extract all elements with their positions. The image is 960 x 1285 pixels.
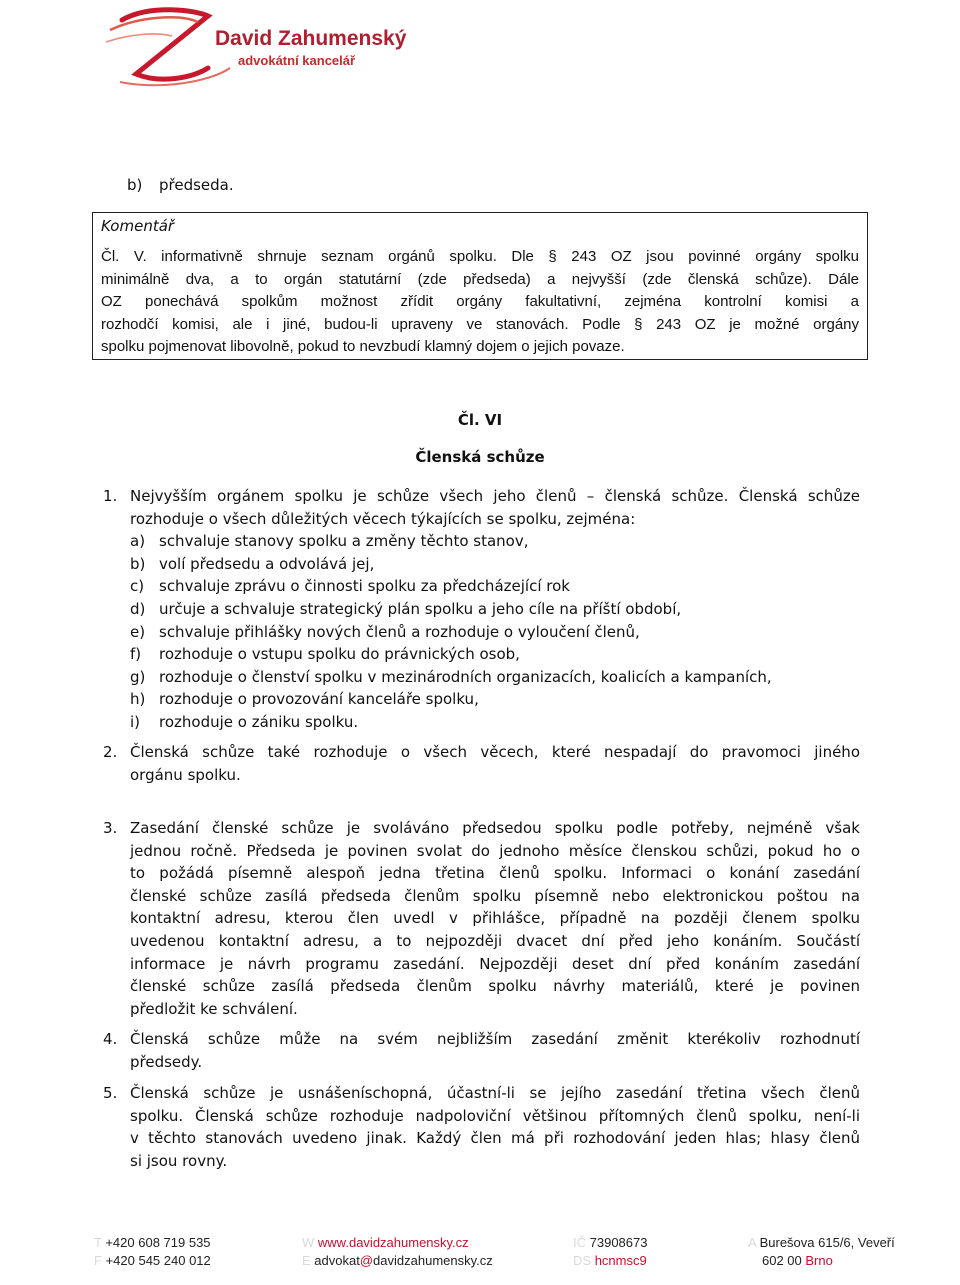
- p1-line: rozhoduje o všech důležitých věcech týkajících se spolku, zejména:: [130, 509, 636, 528]
- p1-item-letter: a): [130, 532, 146, 551]
- p3-line: jednou ročně. Předseda je povinen svolat do jednoho měsíce členskou schůzi, pokud ho o: [130, 841, 860, 860]
- footer-zip: 602 00: [762, 1253, 802, 1268]
- p3-line: Zasedání členské schůze je svoláváno předsedou spolku podle potřeby, nejméně však: [130, 819, 860, 837]
- p3-number: 3.: [103, 819, 118, 837]
- footer-address-street: Burešova 615/6, Veveří: [759, 1235, 895, 1250]
- p1-item-letter: e): [130, 622, 146, 641]
- p5-line: Členská schůze je usnášeníschopná, účastní-li se jejího zasedání třetina všech členů: [130, 1084, 860, 1102]
- footer-fax-value: +420 545 240 012: [105, 1253, 211, 1268]
- comment-title: Komentář: [101, 217, 175, 235]
- p1-item-text: rozhoduje o členství spolku v mezinárodních organizacích, koalicích a kampaních,: [159, 667, 772, 686]
- p1-item-text: určuje a schvaluje strategický plán spolku a jeho cíle na příští období,: [159, 600, 682, 618]
- p1-item-letter: d): [130, 600, 146, 618]
- p1-item-text: schvaluje zprávu o činnosti spolku za předcházející rok: [159, 577, 570, 596]
- footer-key-ds: DS: [573, 1253, 592, 1268]
- footer-web-link[interactable]: www.davidzahumensky.cz: [317, 1235, 469, 1250]
- p1-item-text: rozhoduje o vstupu spolku do právnických osob,: [159, 645, 520, 664]
- p1-item-letter: g): [130, 667, 146, 686]
- footer-email-at: @: [359, 1253, 374, 1268]
- p3-line: kontaktní adresu, kterou člen uvedl v přihlášce, případně na později členem spolku: [130, 909, 860, 928]
- footer-email-user[interactable]: advokat: [314, 1253, 360, 1268]
- p1-item-text: schvaluje přihlášky nových členů a rozhoduje o vyloučení členů,: [159, 622, 640, 641]
- comment-line: minimálně dva, a to orgán statutární (zde předseda) a nejvyšší (zde členská schůze). Dále: [101, 270, 859, 288]
- p3-line: členské schůze zasílá předseda členům spolku návrhy materiálů, které je povinen: [130, 977, 860, 996]
- p1-item-text: schvaluje stanovy spolku a změny těchto stanov,: [159, 532, 529, 551]
- footer-ic-value: 73908673: [589, 1235, 648, 1250]
- p1-item-letter: c): [130, 577, 145, 596]
- p1-number: 1.: [103, 487, 118, 505]
- p2-number: 2.: [103, 743, 118, 761]
- comment-line: spolku pojmenovat libovolně, pokud to nevzbudí klamný dojem o jejich povaze.: [101, 338, 625, 356]
- p4-line: Členská schůze může na svém nejbližším zasedání změnit kterékoliv rozhodnutí: [130, 1030, 860, 1048]
- p3-line: informace je návrh programu zasedání. Nejpozději deset dní před konáním zasedání: [130, 954, 860, 973]
- footer-email: [302, 1253, 493, 1268]
- p2-line: Členská schůze také rozhoduje o všech věcech, které nespadají do pravomoci jiného: [130, 743, 860, 761]
- intro-item-letter: b): [127, 176, 143, 194]
- p1-item-text: rozhoduje o provozování kanceláře spolku,: [159, 690, 479, 709]
- p5-line: spolku. Členská schůze rozhoduje nadpoloviční většinou přítomných členů spolku, není-li: [130, 1106, 860, 1125]
- logo-subtitle: advokátní kancelář: [238, 53, 356, 68]
- p1-item-letter: i): [130, 713, 141, 731]
- comment-line: rozhodčí komisi, ale i jiné, budou-li upraveny ve stanovách. Podle § 243 OZ je možné orgány: [101, 315, 859, 333]
- footer-phone-value: +420 608 719 535: [105, 1235, 211, 1250]
- footer-key-t: T: [94, 1235, 102, 1250]
- footer-city-name: Brno: [805, 1253, 833, 1268]
- p4-number: 4.: [103, 1030, 118, 1048]
- p1-item-letter: b): [130, 554, 146, 573]
- footer-key-ic: IČ: [573, 1235, 586, 1250]
- p5-line: si jsou rovny.: [130, 1151, 228, 1170]
- p1-item-letter: h): [130, 690, 146, 709]
- p1-item-text: rozhoduje o zániku spolku.: [159, 713, 359, 731]
- p5-number: 5.: [103, 1084, 118, 1102]
- footer-ic: [573, 1235, 647, 1250]
- p3-line: uvedenou kontaktní adresu, a to nejpozději dvacet dní před jeho konáním. Součástí: [130, 932, 860, 950]
- footer-ds: [573, 1253, 647, 1268]
- footer-email-domain[interactable]: davidzahumensky.cz: [373, 1253, 493, 1268]
- intro-item-text: předseda.: [159, 176, 234, 194]
- comment-line: Čl. V. informativně shrnuje seznam orgánů spolku. Dle § 243 OZ jsou povinné orgány spolku: [101, 248, 859, 265]
- article-number: Čl. VI: [457, 411, 503, 429]
- footer-address: [748, 1235, 895, 1250]
- footer-key-w: W: [302, 1235, 315, 1250]
- p2-line: orgánu spolku.: [130, 765, 241, 784]
- p3-line: předložit ke schválení.: [130, 999, 298, 1018]
- footer-ds-value: hcnmsc9: [594, 1253, 647, 1268]
- footer-fax: [94, 1253, 211, 1268]
- footer-city: [762, 1253, 833, 1268]
- footer-phone: [94, 1235, 211, 1250]
- article-title: Členská schůze: [415, 448, 545, 466]
- footer-key-a: A: [748, 1235, 756, 1250]
- logo-name: David Zahumenský: [215, 27, 407, 50]
- footer-web: [302, 1235, 469, 1250]
- p1-item-letter: f): [130, 645, 142, 664]
- comment-box: [92, 212, 868, 360]
- p1-item-text: volí předsedu a odvolává jej,: [159, 554, 375, 573]
- p3-line: členské schůze zasílá předseda členům spolku písemně nebo elektronickou poštou na: [130, 886, 860, 905]
- p1-line: Nejvyšším orgánem spolku je schůze všech jeho členů – členská schůze. Členská schůze: [130, 487, 860, 505]
- footer-key-e: E: [302, 1253, 311, 1268]
- p5-line: v těchto stanovách uvedeno jinak. Každý člen má při rozhodování jeden hlas; hlasy členů: [130, 1129, 860, 1148]
- p3-line: to požádá písemně alespoň jedna třetina členů spolku. Informaci o konání zasedání: [130, 864, 860, 883]
- footer-key-f: F: [94, 1253, 102, 1268]
- p4-line: předsedy.: [130, 1052, 203, 1071]
- comment-line: OZ ponechává spolkům možnost zřídit orgány fakultativní, zejména kontrolní komisi a: [101, 293, 859, 311]
